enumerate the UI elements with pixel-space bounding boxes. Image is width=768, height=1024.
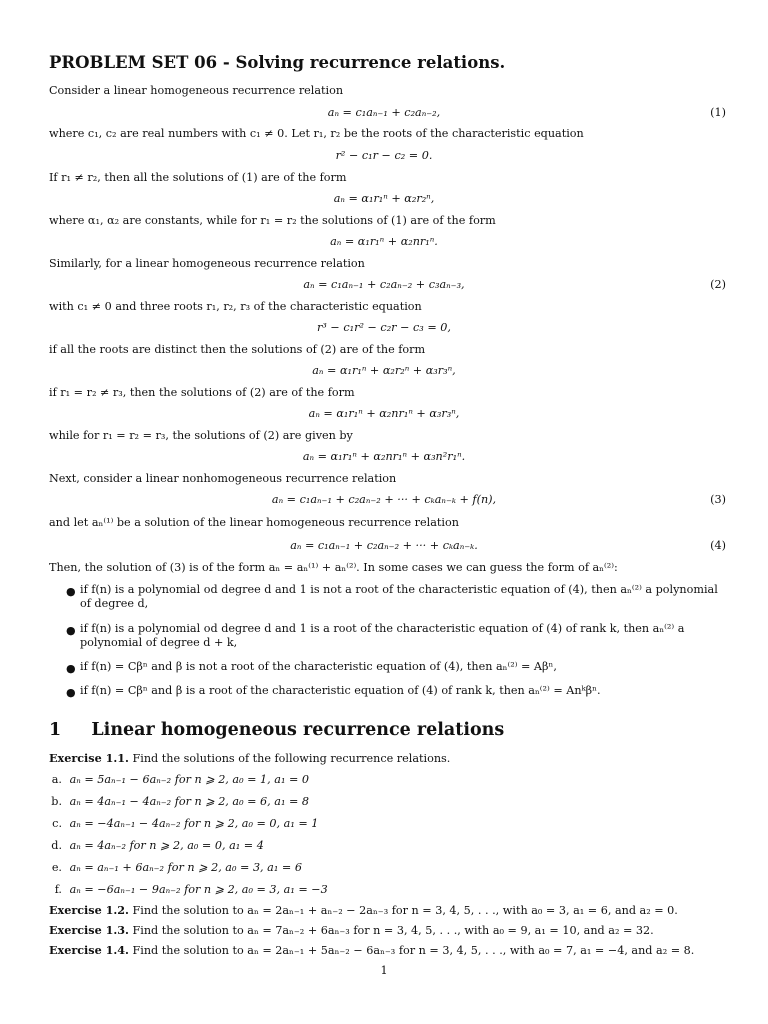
paragraph-line: Then, the solution of (3) is of the form aₙ = aₙ⁽¹⁾ + aₙ⁽²⁾. In some cases we can guess the form of aₙ⁽²⁾: [49,561,618,574]
equation: aₙ = α₁r₁ⁿ + α₂nr₁ⁿ. [330,235,438,248]
exercise-text: Find the solutions of the following recurrence relations. [132,752,451,765]
paragraph-line: and let aₙ⁽¹⁾ be a solution of the linear homogeneous recurrence relation [49,516,459,529]
equation-number: (3) [710,493,726,506]
bullet-icon: ● [66,662,76,675]
equation: r³ − c₁r² − c₂r − c₃ = 0, [317,321,451,334]
list-item [46,817,318,831]
equation: aₙ = α₁r₁ⁿ + α₂nr₁ⁿ + α₃n²r₁ⁿ. [302,450,466,463]
bullet-icon: ● [66,624,76,637]
item-text: aₙ = −4aₙ₋₁ − 4aₙ₋₂ for n ⩾ 2, a₀ = 0, a₁ = 1 [69,817,319,830]
exercise-text: Find the solution to aₙ = 2aₙ₋₁ + 5aₙ₋₂ − 6aₙ₋₃ for n = 3, 4, 5, . . ., with a₀ = 7, a₁ = −4, and a₂ = 8. [132,944,695,957]
bullet-icon: ● [66,585,76,598]
paragraph-line: if all the roots are distinct then the solutions of (2) are of the form [49,343,426,356]
equation: r² − c₁r − c₂ = 0. [335,149,433,162]
list-item: if f(n) is a polynomial od degree d and 1 is a root of the characteristic equation of (4) of rank k, then aₙ⁽²⁾ a polynomial of degree d + k, [80,622,685,649]
equation-2: aₙ = c₁aₙ₋₁ + c₂aₙ₋₂ + c₃aₙ₋₃, [303,278,465,291]
paragraph-line: with c₁ ≠ 0 and three roots r₁, r₂, r₃ of the characteristic equation [49,300,422,313]
exercise-text: Find the solution to aₙ = 2aₙ₋₁ + aₙ₋₂ − 2aₙ₋₃ for n = 3, 4, 5, . . ., with a₀ = 3, a₁ = 6, and a₂ = 0. [132,904,678,917]
equation-number: (1) [710,106,726,119]
exercise-text: Find the solution to aₙ = 7aₙ₋₂ + 6aₙ₋₃ for n = 3, 4, 5, . . ., with a₀ = 9, a₁ = 10, and a₂ = 32. [132,924,654,937]
paragraph-line: Next, consider a linear nonhomogeneous recurrence relation [49,472,397,485]
exercise-1-3 [49,923,654,938]
item-text: aₙ = aₙ₋₁ + 6aₙ₋₂ for n ⩾ 2, a₀ = 3, a₁ = 6 [69,861,302,874]
item-letter: a. [51,773,62,786]
paragraph-line: Consider a linear homogeneous recurrence relation [49,84,344,97]
item-text: aₙ = 5aₙ₋₁ − 6aₙ₋₂ for n ⩾ 2, a₀ = 1, a₁ = 0 [69,773,310,786]
list-item [46,795,309,809]
exercise-label: Exercise 1.4. [49,943,129,957]
paragraph-line: where α₁, α₂ are constants, while for r₁ = r₂ the solutions of (1) are of the form [49,214,496,227]
equation-1: aₙ = c₁aₙ₋₁ + c₂aₙ₋₂, [327,106,441,119]
list-item [46,773,309,787]
exercise-1-1 [49,751,450,766]
paragraph-line: while for r₁ = r₂ = r₃, the solutions of (2) are given by [49,429,353,442]
exercise-1-2 [49,903,678,918]
item-text: aₙ = 4aₙ₋₂ for n ⩾ 2, a₀ = 0, a₁ = 4 [69,839,264,852]
section-number: 1 [49,720,62,740]
list-item [46,883,328,897]
paragraph-line: Similarly, for a linear homogeneous recurrence relation [49,257,365,270]
exercise-label: Exercise 1.3. [49,923,129,937]
equation-3: aₙ = c₁aₙ₋₁ + c₂aₙ₋₂ + ··· + cₖaₙ₋ₖ + f(n), [271,493,497,506]
page-title: PROBLEM SET 06 - Solving recurrence relations. [49,53,506,72]
item-text: aₙ = 4aₙ₋₁ − 4aₙ₋₂ for n ⩾ 2, a₀ = 6, a₁ = 8 [69,795,310,808]
item-letter: f. [54,883,62,896]
equation-number: (2) [710,278,726,291]
paragraph-line: where c₁, c₂ are real numbers with c₁ ≠ 0. Let r₁, r₂ be the roots of the characteristic equation [49,127,584,140]
exercise-1-4 [49,943,694,958]
exercise-label: Exercise 1.2. [49,903,129,917]
item-letter: e. [51,861,62,874]
list-item [46,861,302,875]
item-letter: b. [51,795,62,808]
section-heading [49,720,504,742]
paragraph-line: If r₁ ≠ r₂, then all the solutions of (1) are of the form [49,171,347,184]
equation: aₙ = α₁r₁ⁿ + α₂r₂ⁿ, [333,192,435,205]
paragraph-line: if r₁ = r₂ ≠ r₃, then the solutions of (2) are of the form [49,386,355,399]
equation: aₙ = α₁r₁ⁿ + α₂nr₁ⁿ + α₃r₃ⁿ, [308,407,460,420]
list-item: if f(n) = Cβⁿ and β is not a root of the characteristic equation of (4), then aₙ⁽²⁾ = Aβⁿ, [80,660,557,673]
item-letter: c. [52,817,62,830]
list-item: if f(n) = Cβⁿ and β is a root of the characteristic equation of (4) of rank k, then aₙ⁽²⁾ = Anᵏβⁿ. [80,684,601,697]
section-title: Linear homogeneous recurrence relations [91,720,505,740]
equation-4: aₙ = c₁aₙ₋₁ + c₂aₙ₋₂ + ··· + cₖaₙ₋ₖ. [290,539,478,552]
equation: aₙ = α₁r₁ⁿ + α₂r₂ⁿ + α₃r₃ⁿ, [312,364,456,377]
exercise-label: Exercise 1.1. [49,751,129,765]
item-letter: d. [51,839,62,852]
item-text: aₙ = −6aₙ₋₁ − 9aₙ₋₂ for n ⩾ 2, a₀ = 3, a₁ = −3 [69,883,328,896]
page-number: 1 [380,964,388,977]
equation-number: (4) [710,539,726,552]
list-item [46,839,264,853]
list-item: if f(n) is a polynomial od degree d and 1 is not a root of the characteristic equation of (4), then aₙ⁽²⁾ a polynomial of degree d, [80,583,718,610]
bullet-icon: ● [66,686,76,699]
